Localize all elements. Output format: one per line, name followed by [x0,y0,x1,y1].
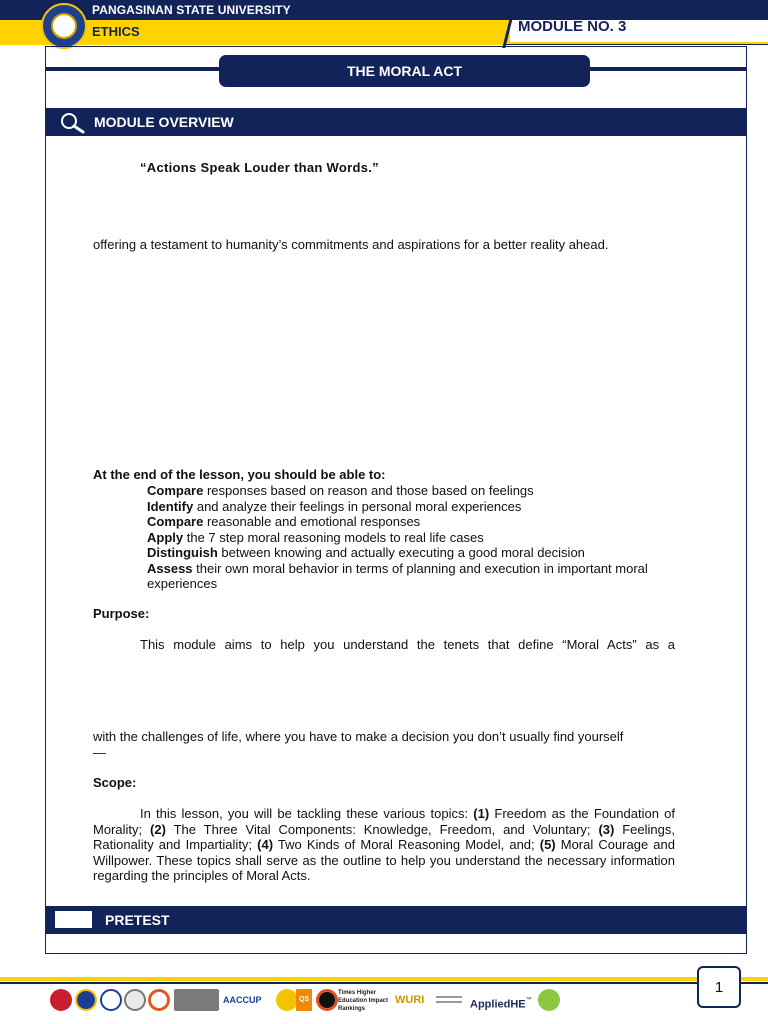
intro-paragraph: offering a testament to humanity’s commitments and aspirations for a better reality ahead. [93,237,609,252]
ched-seal-logo [100,989,122,1011]
list-item: Apply the 7 step moral reasoning models to real life cases [147,529,484,545]
wuri-caption-logo [436,989,462,1011]
rankings-logo [316,989,338,1011]
pretest-icon [55,911,92,928]
list-item: Compare reasonable and emotional responses [147,514,421,529]
scope-heading: Scope: [93,775,137,790]
list-item: Distinguish between knowing and actually executing a good moral decision [147,545,585,560]
section-bar-module-overview [45,108,747,136]
magnifier-icon [57,110,89,134]
purpose-continuation: with the challenges of life, where you have to make a decision you don’t usually find yourself — [93,729,624,760]
award-logo [276,989,298,1011]
footer-yellow-rule [0,977,768,981]
list-item: Compare responses based on reason and those based on feelings [147,483,534,498]
seal-logo [124,989,146,1011]
wuri-logo: WURI [395,994,425,1006]
purpose-heading: Purpose: [93,606,150,621]
appliedhe-logo: AppliedHE™ [470,997,532,1011]
green-campus-logo [538,989,560,1011]
page-title: THE MORAL ACT [219,55,590,87]
list-item: Assess their own moral behavior in terms of planning and execution in important moral experiences [147,560,648,591]
the-impact-rankings-logo: Times Higher Education Impact Rankings [338,990,389,1012]
section-heading: MODULE OVERVIEW [94,114,234,130]
iso-logo [148,989,170,1011]
university-name: PANGASINAN STATE UNIVERSITY [92,3,291,17]
section-bar-pretest [45,906,747,934]
purpose-paragraph: This module aims to help you understand the tenets that define “Moral Acts” as a [140,637,675,652]
page-number: 1 [697,966,741,1008]
university-seal-logo [41,3,87,49]
course-name: ETHICS [92,24,140,39]
footer-navy-rule [0,982,768,984]
list-item: Identify and analyze their feelings in personal moral experiences [147,498,522,514]
module-number: MODULE NO. 3 [518,18,627,35]
scope-paragraph: In this lesson, you will be tackling these various topics: (1) Freedom as the Foundation of Morality; (2) The Three Vital Components: Knowledge, Freedom, and Voluntary; (3) Feelings, Rationality and Impartiality; (4) Two Kinds of Moral Reasoning Model, and; (5) Moral Courage and Willpower. These topics shall serve as the outline to help you understand the necessary information regarding the principles of Moral Acts. [93,806,675,883]
header-navy-rule [505,44,768,45]
objectives-list [147,483,677,592]
aaccup-logo: AACCUP [223,995,262,1005]
section-heading: PRETEST [105,912,170,928]
accreditation-logo [174,989,219,1011]
quote: “Actions Speak Louder than Words.” [140,160,379,175]
qs-logo: QS [296,989,312,1011]
bagong-pilipinas-logo [50,989,72,1011]
objectives-heading: At the end of the lesson, you should be able to: [93,467,386,482]
asean-logo [75,989,97,1011]
